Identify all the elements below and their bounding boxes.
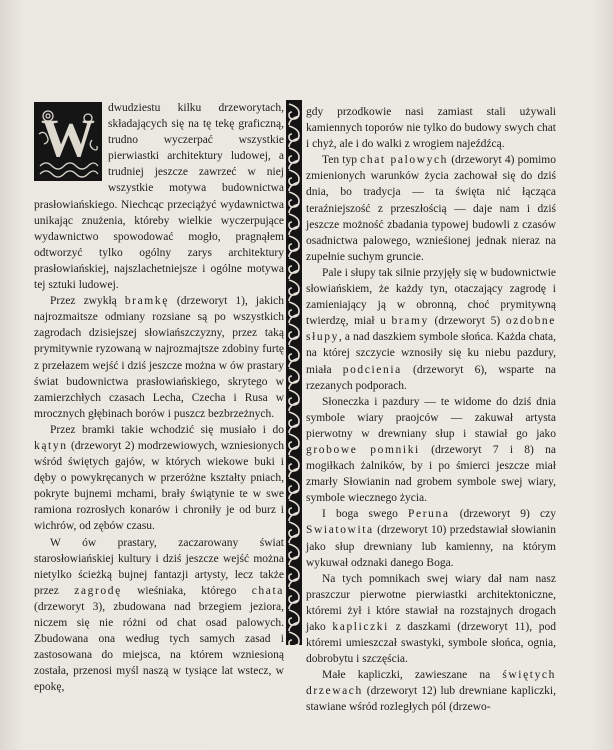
paragraph: dwudziestu kilku drzeworytach, składających się na tę tekę graficzną, trudno wyczerpać wszystkie pierwiastki architektury ludowej, a trudniej jeszcze zawrzeć w niej wszystkie motywa budownictwa prasłowiańskiego. Niechcąc przeciążyć wydawnictwa unikając znużenia, któreby wielkie wyczerpujące wydawnictwo spowodować mogło, pragnąłem odtworzyć tylko ogólny zarys architektury prasłowiańskiej, najszlachetniejsze i ogólne motywa tej sztuki ludowej. xyxy=(34,102,284,292)
paragraph: Ten typ chat palowych (drzeworyt 4) pomimo zmienionych warunków życia zachował się do dziś dnia, bo tradycja — ta święta nić łącząca teraźniejszość z przeszłością — daje nam i dziś jeszcze możność zbadania typowej budowli z czasów osadnictwa palowego, wznieśionej jednak nieraz na zupełnie suchym gruncie. xyxy=(306,154,556,263)
paragraph: Na tych pomnikach swej wiary dał nam nasz praszczur pierwotne pierwiastki architektoniczne, któremi żył i które stawiał na rozstajnych drogach jako kapliczki z daszkami (drzeworyt 11), pod któremi umieszczał swastyki, symbole słońca, ognia, dobrobytu i szczęścia. xyxy=(306,572,556,666)
paragraph: Przez zwykłą bramkę (drzeworyt 1), jakich najrozmaitsze odmiany rozsiane są po wszystkich zagrodach dzisiejszej słowiańszczyzny, przez taką prymitywnie ryzowaną w najrozmajtsze zdobiny furtę z przełazem wejść i dziś jeszcze można w ów prastary świat budownictwa prasłowiańskiego, skrytego w zamierzchłych czasach Lecha, Czecha i Rusa w mrocznych głębinach borów i puszcz bezbrzeżnych. xyxy=(34,295,284,420)
drop-cap-initial-icon xyxy=(34,102,102,181)
right-column xyxy=(306,104,556,716)
left-column xyxy=(34,100,284,695)
paragraph: I boga swego Peruna (drzeworyt 9) czy Swiatowita (drzeworyt 10) przedstawiał słowianin jako słup drewniany lub kamienny, na którym wykuwał odznaki danego Boga. xyxy=(306,508,556,569)
woodcut-ornament-border-icon xyxy=(286,100,302,645)
paragraph: gdy przodkowie nasi zamiast stali używali kamiennych toporów nie tylko do budowy swych chat i chyż, ale i do walki z wrogiem najeźdźcą. xyxy=(306,106,556,151)
drop-cap-letter: W xyxy=(41,108,95,168)
paragraph: W ów prastary, zaczarowany świat starosłowiańskiej kultury i dziś jeszcze wejść można nietylko ścieżką bujnej fantazji artysty, lecz także przez zagrodę wieśniaka, którego chata (drzeworyt 3), zbudowana nad brzegiem jeziora, niczem się nie różni od chat osad palowych. Zbudowana ona według tych samych zasad i zastosowana do miejsca, na którem wzniesioną została, przenosi myśl naszą w tysiące lat wstecz, w epokę, xyxy=(34,536,284,694)
paragraph: Przez bramki takie wchodzić się musiało i do kątyn (drzeworyt 2) modrzewiowych, wzniesionych wśród świętych gajów, w których wiekowe buki i dęby o powykręcanych w przeróżne kształty pniach, pokryte bujnemi mchami, brały świątynie te w swe ramiona rozrosłych konarów i chroniły je od burz i wichrów, od zębów czasu. xyxy=(34,423,284,533)
paragraph: Słoneczka i pazdury — te widome do dziś dnia symbole wiary praojców — zakuwał artysta pierwotny w drewniany słup i stawiał go jako grobowe pomniki (drzeworyt 7 i 8) na mogiłkach żalników, by i po śmierci jeszcze miał zmarły Słowianin nad grobem symbole swej wiary, symbole wiecznego życia. xyxy=(306,395,556,505)
paragraph: Pale i słupy tak silnie przyjęły się w budownictwie słowiańskiem, że każdy tyn, otaczający zagrodę i zamieniający ją w obronną, choć prymitywną twierdzę, miał u bramy (drzeworyt 5) ozdobne słupy, a nad daszkiem symbole słońca. Każda chata, na której szczycie wznosiły się ku niebu pazdury, miała podcienia (drzeworyt 6), wsparte na rzezanych podporach. xyxy=(306,266,556,392)
paragraph: Małe kapliczki, zawieszane na świętych drzewach (drzeworyt 12) lub drewniane kapliczki, stawiane wśród rozległych pól (drzewo- xyxy=(306,669,556,714)
